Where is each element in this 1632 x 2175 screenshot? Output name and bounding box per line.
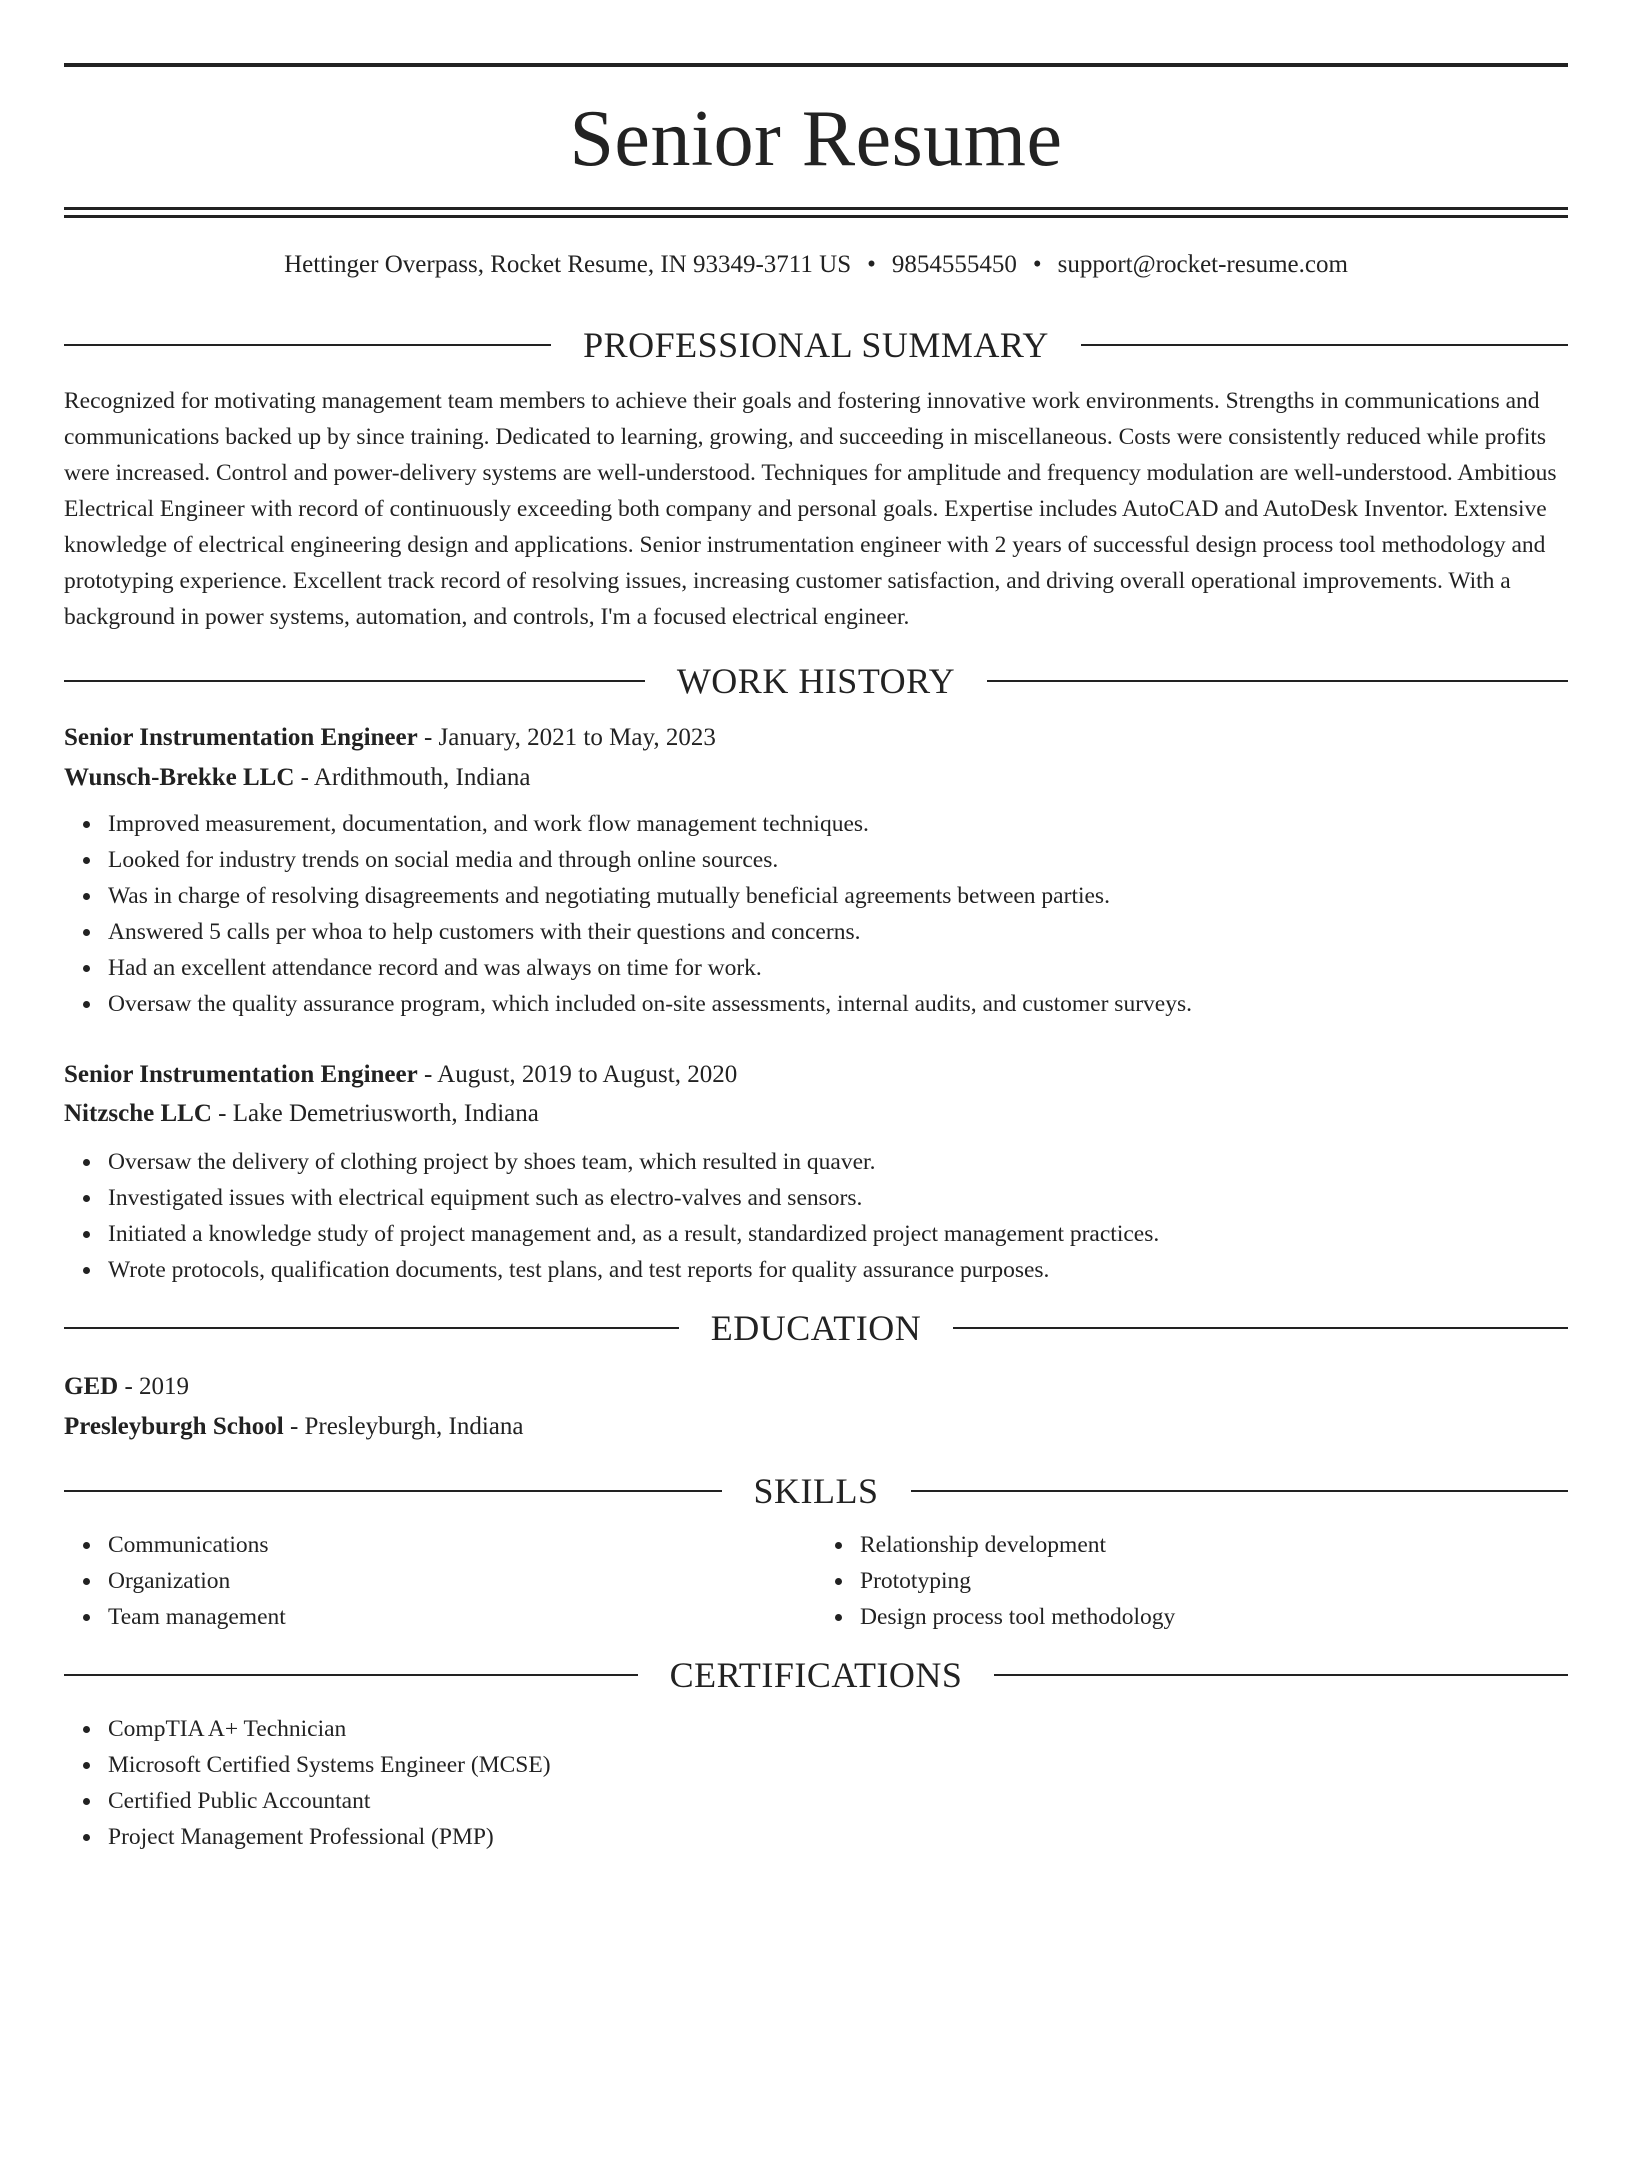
section-heading-skills [64,1473,1568,1509]
heading-rule-right [994,1674,1568,1676]
resume-page [0,63,1632,2175]
heading-rule-right [987,680,1568,682]
section-title: CERTIFICATIONS [669,1655,963,1695]
certification-item: Project Management Professional (PMP) [108,1819,1568,1855]
job-dates: - January, 2021 to May, 2023 [417,724,716,751]
education-school-line [64,1414,1568,1439]
heading-rule-left [64,680,645,682]
skill-item: Organization [108,1563,816,1599]
certification-item: Certified Public Accountant [108,1783,1568,1819]
section-heading-summary [64,327,1568,363]
job-title-line [64,1062,1568,1087]
job-entry [64,725,1568,1022]
contact-separator: • [867,251,876,278]
job-bullets [64,1144,1568,1288]
contact-line [64,252,1568,277]
job-title: Senior Instrumentation Engineer [64,724,418,751]
heading-rule-left [64,1674,638,1676]
heading-rule-right [1081,344,1568,346]
skill-item: Team management [108,1599,816,1635]
summary-text: Recognized for motivating management team members to achieve their goals and fostering innovative work environments. Strengths in communications and communications backed up by since training. Dedicated to learning, growing, and succeeding in miscellaneous. Costs were consistently reduced while profits were increased. Control and power-delivery systems are well-understood. Techniques for amplitude and frequency modulation are well-understood. Ambitious Electrical Engineer with record of continuously exceeding both company and personal goals. Expertise includes AutoCAD and AutoDesk Inventor. Extensive knowledge of electrical engineering design and applications. Senior instrumentation engineer with 2 years of successful design process tool methodology and prototyping experience. Excellent track record of resolving issues, increasing customer satisfaction, and driving overall operational improvements. With a background in power systems, automation, and controls, I'm a focused electrical engineer. [64,388,1557,630]
job-location: - Lake Demetriusworth, Indiana [211,1100,539,1127]
contact-separator: • [1032,251,1042,278]
list-item: Answered 5 calls per whoa to help customers with their questions and concerns. [108,914,1568,950]
job-entry [64,1062,1568,1288]
section-title: WORK HISTORY [676,661,956,701]
list-item: Oversaw the delivery of clothing project by shoes team, which resulted in quaver. [108,1144,1568,1180]
list-item: Initiated a knowledge study of project management and, as a result, standardized project management practices. [108,1216,1568,1252]
education-degree: GED [64,1373,119,1400]
section-heading-work-history [64,663,1568,699]
skill-item: Design process tool methodology [860,1599,1568,1635]
education-location: - Presleyburgh, Indiana [283,1413,524,1440]
resume-name: Senior Resume [569,95,1063,183]
heading-rule-left [64,344,551,346]
job-dates: - August, 2019 to August, 2020 [417,1061,738,1088]
contact-phone: 9854555450 [891,251,1017,278]
job-bullets [64,806,1568,1022]
heading-rule-left [64,1327,679,1329]
job-company: Nitzsche LLC [64,1100,212,1127]
section-heading-certifications [64,1657,1568,1693]
list-item: Had an excellent attendance record and was always on time for work. [108,950,1568,986]
section-title: PROFESSIONAL SUMMARY [583,325,1049,365]
list-item: Was in charge of resolving disagreements and negotiating mutually beneficial agreements between parties. [108,878,1568,914]
heading-rule-left [64,1490,722,1492]
heading-rule-right [953,1327,1568,1329]
section-title: EDUCATION [710,1308,922,1348]
skills-list-left [64,1527,816,1635]
list-item: Looked for industry trends on social media and through online sources. [108,842,1568,878]
certification-item: Microsoft Certified Systems Engineer (MCSE) [108,1747,1568,1783]
job-company: Wunsch-Brekke LLC [64,764,295,791]
contact-address: Hettinger Overpass, Rocket Resume, IN 93349-3711 US [284,251,852,278]
job-company-line [64,1101,1568,1126]
header-top-rule [64,63,1568,67]
contact-email: support@rocket-resume.com [1057,251,1348,278]
skill-item: Prototyping [860,1563,1568,1599]
education-year: - 2019 [118,1373,190,1400]
heading-rule-right [911,1490,1569,1492]
section-heading-education [64,1310,1568,1346]
header-double-rule [64,207,1568,218]
job-title: Senior Instrumentation Engineer [64,1061,418,1088]
list-item: Investigated issues with electrical equipment such as electro-valves and sensors. [108,1180,1568,1216]
job-location: - Ardithmouth, Indiana [294,764,531,791]
education-school: Presleyburgh School [64,1413,284,1440]
education-degree-line [64,1374,1568,1399]
skill-item: Communications [108,1527,816,1563]
certifications-list [64,1711,1568,1855]
section-title: SKILLS [753,1471,879,1511]
skills-grid [64,1527,1568,1635]
list-item: Improved measurement, documentation, and work flow management techniques. [108,806,1568,842]
job-company-line [64,765,1568,790]
certification-item: CompTIA A+ Technician [108,1711,1568,1747]
list-item: Wrote protocols, qualification documents, test plans, and test reports for quality assurance purposes. [108,1252,1568,1288]
skills-list-right [816,1527,1568,1635]
job-title-line [64,725,1568,750]
list-item: Oversaw the quality assurance program, which included on-site assessments, internal audits, and customer surveys. [108,986,1568,1022]
education-entry [64,1374,1568,1439]
skill-item: Relationship development [860,1527,1568,1563]
